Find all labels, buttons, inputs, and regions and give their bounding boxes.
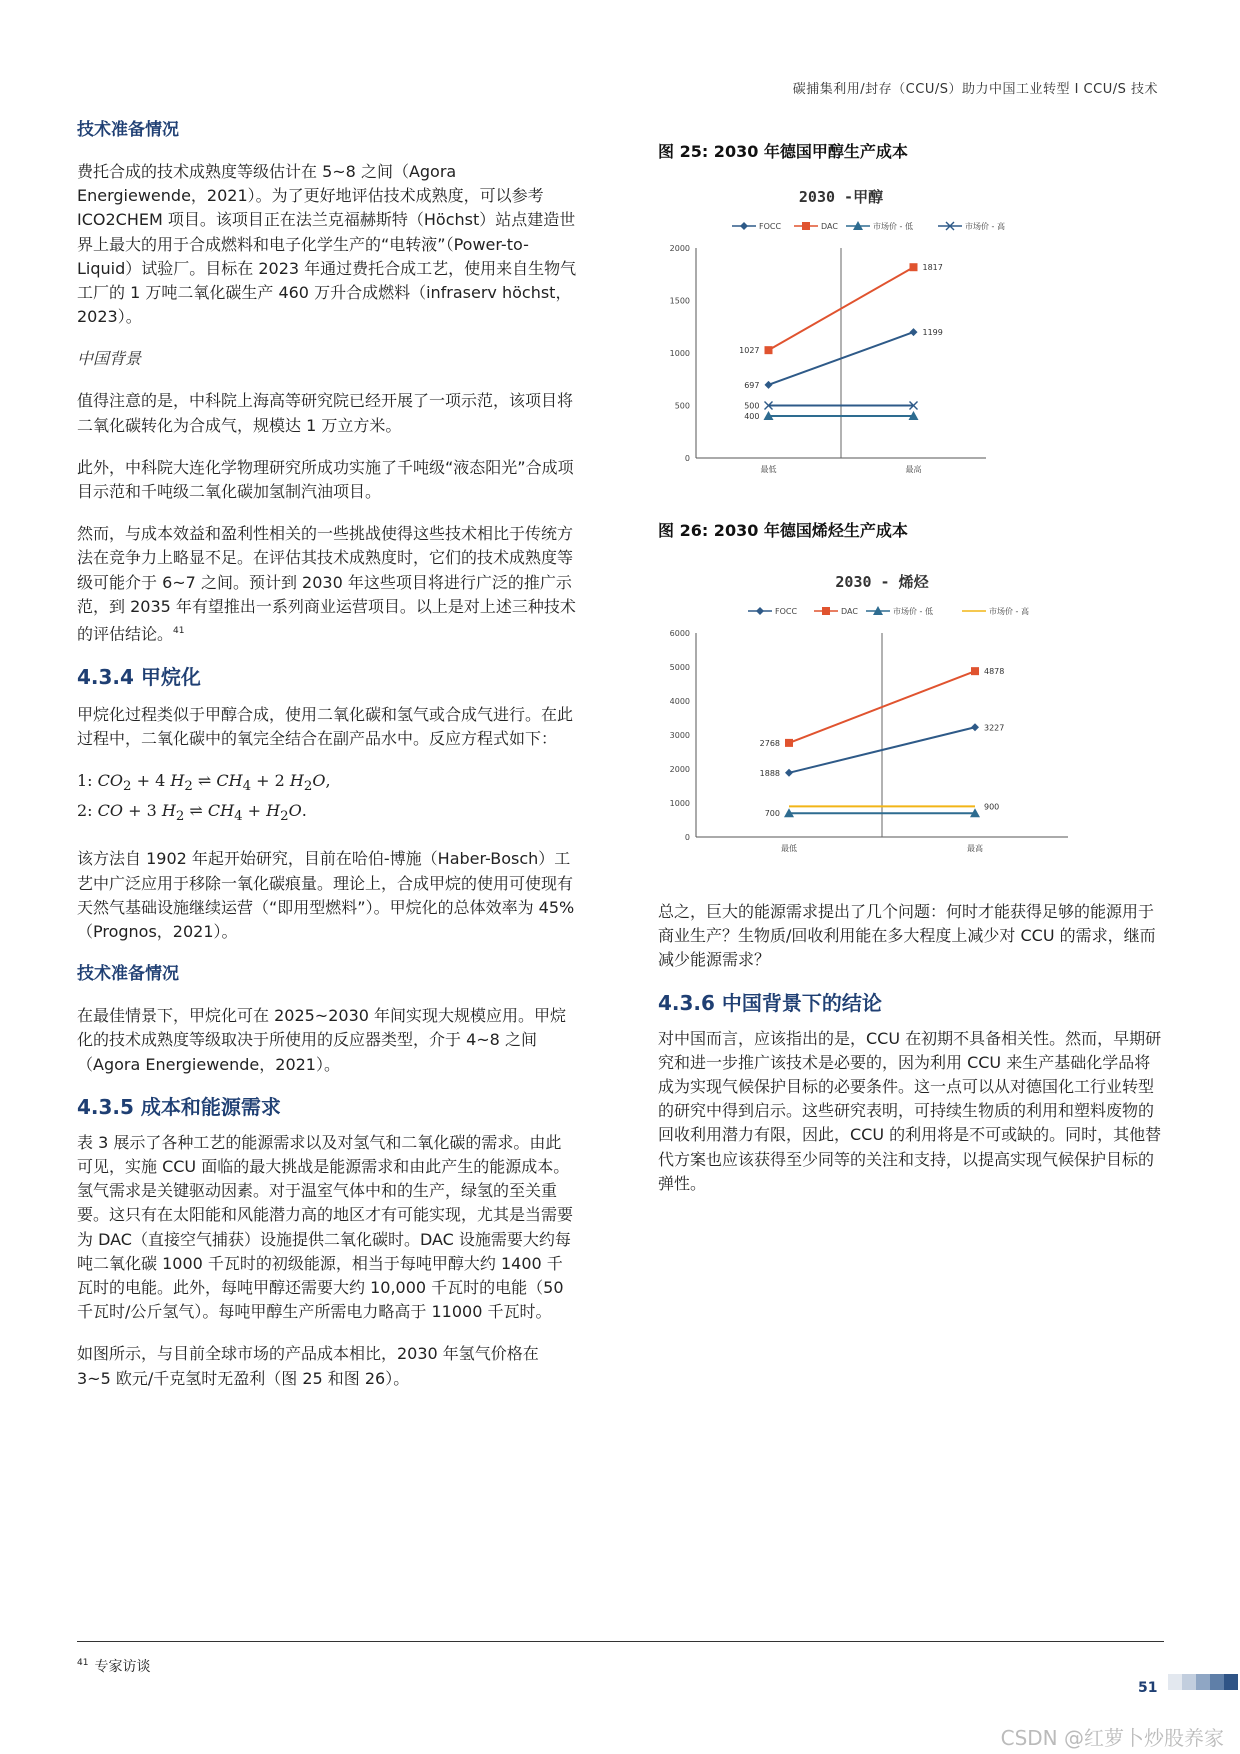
equation-2-label: 2: [77, 801, 93, 821]
section-heading-methanation: 4.3.4 甲烷化 [77, 664, 201, 689]
page-bar-4 [1224, 1674, 1238, 1690]
y-tick-label-4: 2000 [669, 244, 690, 253]
data-label-1-1: 4878 [984, 667, 1005, 677]
legend-marker-0 [740, 222, 748, 230]
right-text-block [658, 900, 1163, 1196]
data-label-0-1: 3227 [984, 723, 1005, 733]
watermark: CSDN @红萝卜炒股养家 [1000, 1726, 1224, 1750]
y-tick-label-3: 1500 [669, 296, 690, 306]
point-1-0 [785, 739, 793, 747]
data-label-0-0: 697 [744, 380, 760, 390]
data-label-1-0: 2768 [759, 738, 780, 748]
data-label-1-0: 1027 [739, 346, 760, 356]
y-tick-label-1: 1000 [669, 799, 690, 808]
paragraph-methanation-readiness: 在最佳情景下，甲烷化可在 2025~2030 年间实现大规模应用。甲烷化的技术成熟度等级取决于所使用的反应器类型，介于 4~8 之间（Agora Energiewende，2021）。 [77, 1006, 567, 1074]
footnote [77, 1656, 150, 1676]
footnote-ref: 41 [173, 626, 185, 637]
legend-marker-1 [822, 607, 830, 615]
equation-1: 1: $CO_2 + 4$ $H_2$ ⇌ $CH_4 + 2$ $H_2O$, [77, 770, 331, 795]
paragraph-energy-questions: 总之，巨大的能源需求提出了几个问题：何时才能获得足够的能源用于商业生产？生物质/回收利用能在多大程度上减少对 CCU 的需求，继而减少能源需求？ [658, 902, 1156, 970]
y-tick-label-2: 1000 [669, 349, 690, 358]
paragraph-challenges-text: 然而，与成本效益和盈利性相关的一些挑战使得这些技术相比于传统方法在竞争力上略显不足。在评估其技术成熟度时，它们的技术成熟度等级可能介于 6~7 之间。预计到 2030 年这些项目将进行广泛的推广示范，到 2035 年有望推出一系列商业运营项目。以上是对上述三种技术的评估结论。 [77, 524, 576, 644]
data-label-3-1: 900 [984, 802, 1000, 812]
paragraph-methanation-intro: 甲烷化过程类似于甲醇合成，使用二氧化碳和氢气或合成气进行。在此过程中，二氧化碳中的氧完全结合在副产品水中。反应方程式如下： [77, 704, 574, 748]
page-bar-3 [1210, 1674, 1224, 1690]
chart-title: 2030 -甲醇 [798, 188, 884, 206]
paragraph-china-conclusion: 对中国而言，应该指出的是，CCU 在初期不具备相关性。然而，早期研究和进一步推广该技术是必要的，因为利用 CCU 来生产基础化学品将成为实现气候保护目标的必要条件。这一点可以从对德国化工行业转型的研究中得到启示。这些研究表明，可持续生物质的利用和塑料废物的回收利用潜力有限，因此，CCU 的利用将是不可或缺的。同时，其他替代方案也应该获得至少同等的关注和支持，以提高实现气候保护目标的弹性。 [658, 1028, 1162, 1193]
y-tick-label-2: 2000 [669, 765, 690, 774]
section-heading-cost-energy: 4.3.5 成本和能源需求 [77, 1094, 281, 1119]
legend-label-1: DAC [821, 222, 838, 231]
y-tick-label-6: 6000 [669, 629, 690, 638]
footer-divider [77, 1641, 1164, 1642]
data-label-0-1: 1199 [922, 328, 943, 338]
footnote-text: 专家访谈 [94, 1659, 151, 1675]
equation-1-label: 1: [77, 770, 93, 790]
legend-label-0: FOCC [775, 607, 798, 616]
subheading-tech-readiness-2: 技术准备情况 [77, 964, 179, 985]
x-tick-label-1: 最高 [967, 844, 983, 853]
figure-26-title-wrap [658, 518, 1163, 541]
equation-2: 2: CO + 3 $H_2$ ⇌ $CH_4 + H_2O$. [77, 801, 307, 825]
legend-marker-1 [802, 222, 810, 230]
figure-26-title: 图 26: 2030 年德国烯烃生产成本 [658, 521, 908, 540]
point-0-1 [971, 723, 979, 731]
x-tick-label-1: 最高 [905, 465, 922, 474]
y-tick-label-1: 500 [674, 401, 690, 411]
chart-title: 2030 - 烯烃 [835, 573, 929, 591]
paragraph-methanation-history: 该方法自 1902 年起开始研究，目前在哈伯-博施（Haber-Bosch）工艺中广泛应用于移除一氧化碳痕量。理论上，合成甲烷的使用可使现有天然气基础设施继续运营（“即用型燃料”）。甲烷化的总体效率为 45%（Prognos，2021）。 [77, 849, 575, 941]
legend-label-2: 市场价 - 低 [893, 607, 933, 616]
data-label-2-0: 400 [744, 412, 760, 421]
data-label-3-0: 500 [744, 401, 760, 411]
left-column [77, 118, 577, 1391]
point-0-0 [785, 769, 793, 777]
point-1-1 [910, 263, 918, 271]
subheading-china-context: 中国背景 [77, 349, 142, 369]
paragraph-dalian-demo: 此外，中科院大连化学物理研究所成功实施了千吨级“液态阳光”合成项目示范和千吨级二氧化碳加氢制汽油项目。 [77, 457, 574, 502]
paragraph-hydrogen-price: 如图所示，与目前全球市场的产品成本相比，2030 年氢气价格在 3~5 欧元/千克氢时无盈利（图 25 和图 26）。 [77, 1344, 539, 1388]
legend-label-3: 市场价 - 高 [989, 607, 1029, 616]
y-tick-label-4: 4000 [669, 697, 690, 706]
point-1-1 [971, 667, 979, 675]
paragraph-shanghai-demo: 值得注意的是，中科院上海高等研究院已经开展了一项示范，该项目将二氧化碳转化为合成气，规模达 1 万立方米。 [77, 391, 574, 435]
page-bar-0 [1168, 1674, 1182, 1690]
legend-label-0: FOCC [759, 222, 782, 231]
legend-label-3: 市场价 - 高 [965, 222, 1005, 231]
page-bar-1 [1182, 1674, 1196, 1690]
section-heading-china-conclusion: 4.3.6 中国背景下的结论 [658, 990, 882, 1015]
page-number: 51 [1138, 1680, 1158, 1696]
y-tick-label-0: 0 [684, 833, 690, 842]
point-0-1 [910, 328, 918, 336]
footnote-number: 41 [77, 1658, 89, 1669]
figure-25-title: 图 25: 2030 年德国甲醇生产成本 [658, 142, 908, 161]
paragraph-ft-readiness: 费托合成的技术成熟度等级估计在 5~8 之间（Agora Energiewende，2021）。为了更好地评估技术成熟度，可以参考 ICO2CHEM 项目。该项目正在法兰克福赫斯特（Höchst）站点建造世界上最大的用于合成燃料和电子化学生产的“电转液”（Power-to-Liquid）试验厂。目标在 2023 年通过费托合成工艺，使用来自生物气工厂的 1 万吨二氧化碳生产 460 万升合成燃料（infraserv höchst，2023）。 [77, 162, 577, 327]
chart-methanol-cost [662, 180, 1052, 480]
running-header: 碳捕集利用/封存（CCU/S）助力中国工业转型 I CCU/S 技术 [792, 82, 1158, 97]
subheading-tech-readiness: 技术准备情况 [77, 120, 179, 140]
x-tick-label-0: 最低 [781, 844, 797, 853]
data-label-1-1: 1817 [922, 263, 943, 273]
page-bar-2 [1196, 1674, 1210, 1690]
legend-marker-0 [756, 607, 764, 615]
y-tick-label-3: 3000 [669, 731, 690, 740]
figure-25-title-wrap [658, 139, 1163, 162]
y-tick-label-5: 5000 [669, 663, 690, 672]
x-tick-label-0: 最低 [760, 465, 777, 474]
data-label-0-0: 1888 [759, 768, 780, 778]
paragraph-challenges [77, 522, 577, 646]
chart-olefin-cost [662, 565, 1082, 865]
legend-label-1: DAC [841, 607, 858, 616]
legend-label-2: 市场价 - 低 [873, 222, 913, 231]
data-label-2-0: 700 [764, 809, 780, 819]
y-tick-label-0: 0 [684, 454, 690, 463]
paragraph-energy-demand: 表 3 展示了各种工艺的能源需求以及对氢气和二氧化碳的需求。由此可见，实施 CCU 面临的最大挑战是能源需求和由此产生的能源成本。氢气需求是关键驱动因素。对于温室气体中和的生产，绿氢的至关重要。这只有在太阳能和风能潜力高的地区才有可能实现，尤其是当需要为 DAC（直接空气捕获）设施提供二氧化碳时。DAC 设施需要大约每吨二氧化碳 1000 千瓦时的初级能源，相当于每吨甲醇大约 1400 千瓦时的电能。此外，每吨甲醇还需要大约 10,000 千瓦时的电能（50 千瓦时/公斤氢气）。每吨甲醇生产所需电力略高于 11000 千瓦时。 [77, 1132, 574, 1322]
point-0-0 [765, 381, 773, 389]
point-1-0 [765, 346, 773, 354]
